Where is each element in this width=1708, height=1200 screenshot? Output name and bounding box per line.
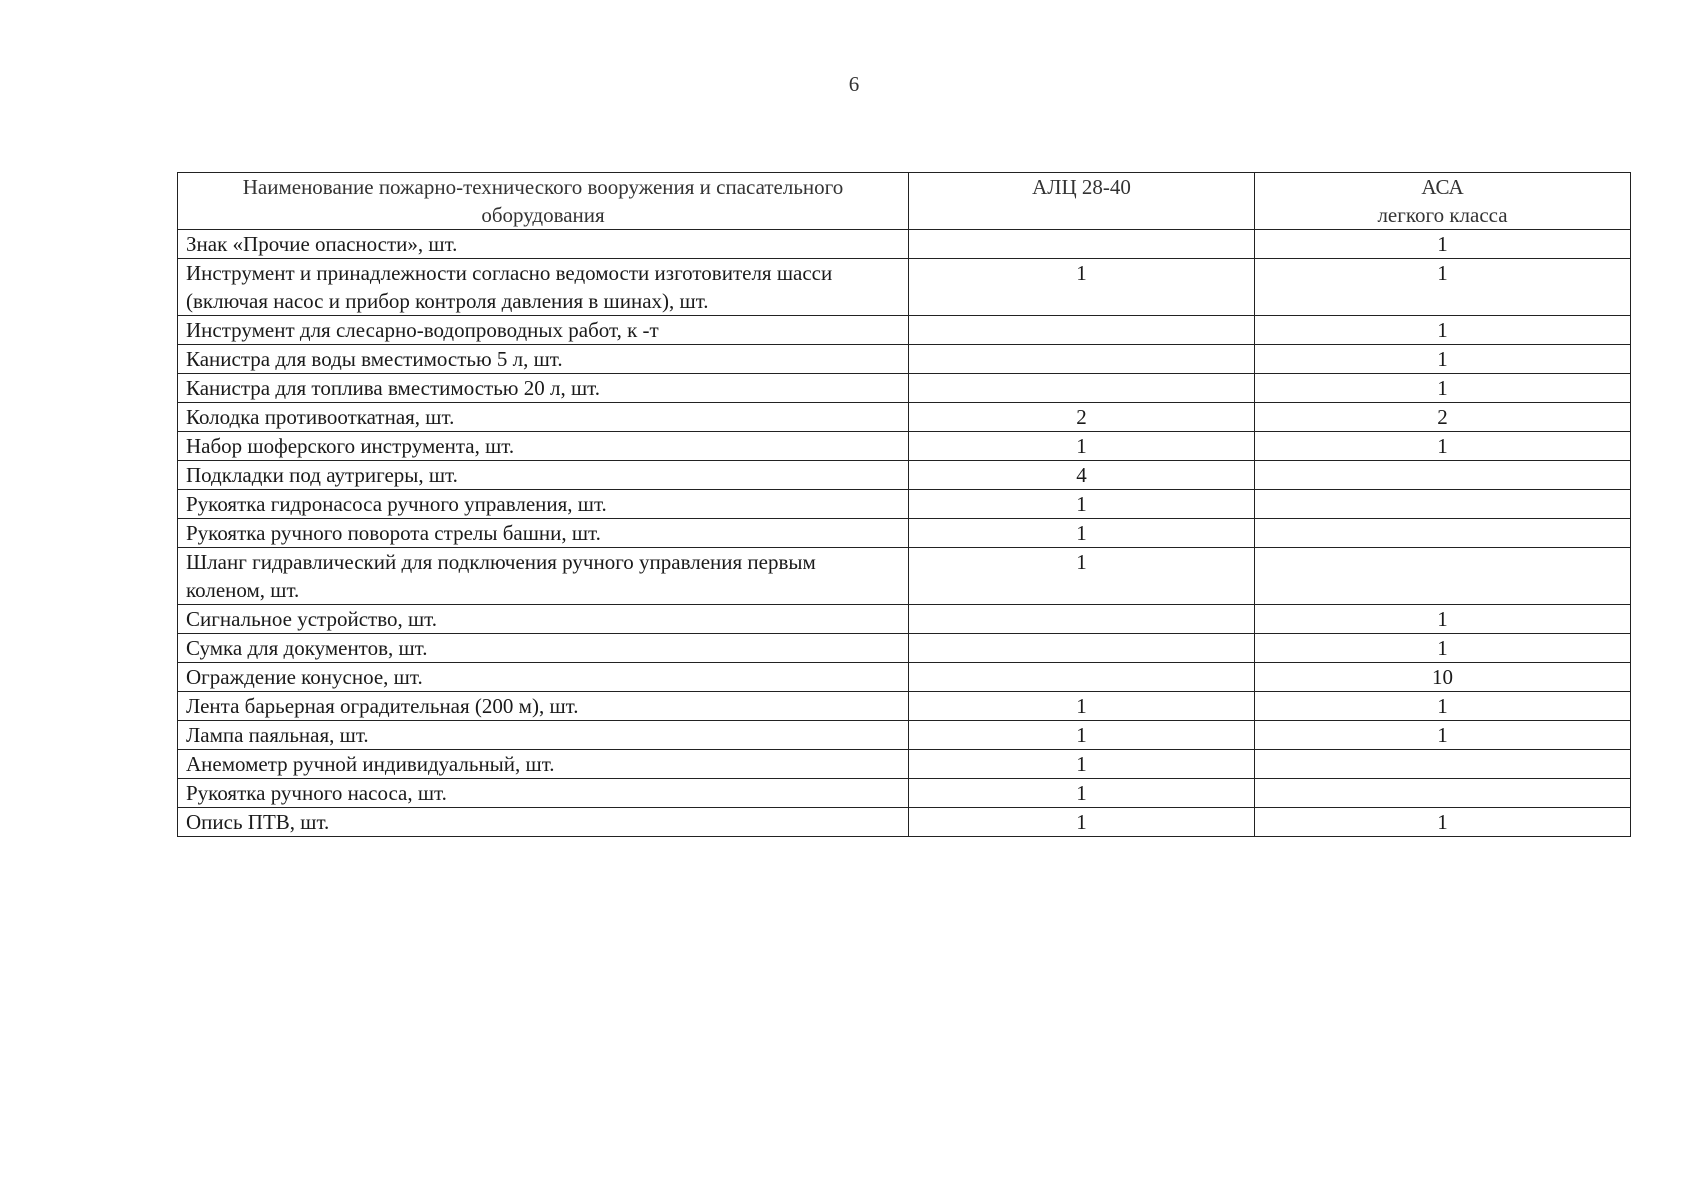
cell-alc: 1: [909, 519, 1255, 548]
cell-alc: 1: [909, 692, 1255, 721]
cell-alc: 1: [909, 721, 1255, 750]
table-row: [178, 259, 1631, 316]
cell-alc: [909, 663, 1255, 692]
cell-name: Рукоятка гидронасоса ручного управления, шт.: [178, 490, 909, 519]
cell-name: Сигнальное устройство, шт.: [178, 605, 909, 634]
cell-name: Колодка противооткатная, шт.: [178, 403, 909, 432]
cell-asa: 1: [1255, 345, 1631, 374]
table-row: [178, 634, 1631, 663]
cell-name: Лампа паяльная, шт.: [178, 721, 909, 750]
cell-asa: 10: [1255, 663, 1631, 692]
header-name: Наименование пожарно-технического вооружения и спасательного оборудования: [178, 173, 909, 230]
cell-alc: [909, 605, 1255, 634]
cell-name: Рукоятка ручного насоса, шт.: [178, 779, 909, 808]
header-asa: [1255, 173, 1631, 230]
cell-asa: [1255, 519, 1631, 548]
cell-asa: 1: [1255, 374, 1631, 403]
cell-alc: [909, 316, 1255, 345]
cell-name: Инструмент для слесарно-водопроводных работ, к -т: [178, 316, 909, 345]
cell-name: Сумка для документов, шт.: [178, 634, 909, 663]
cell-name: Опись ПТВ, шт.: [178, 808, 909, 837]
cell-name: Набор шоферского инструмента, шт.: [178, 432, 909, 461]
header-asa-line1: АСА: [1421, 175, 1464, 199]
table-row: [178, 692, 1631, 721]
cell-asa: [1255, 461, 1631, 490]
table-row: [178, 519, 1631, 548]
header-alc: АЛЦ 28-40: [909, 173, 1255, 230]
cell-asa: 1: [1255, 634, 1631, 663]
cell-alc: 1: [909, 750, 1255, 779]
cell-asa: [1255, 548, 1631, 605]
table-row: [178, 490, 1631, 519]
table-row: [178, 721, 1631, 750]
cell-alc: 1: [909, 259, 1255, 316]
cell-asa: 1: [1255, 692, 1631, 721]
table-row: [178, 808, 1631, 837]
table-header-row: [178, 173, 1631, 230]
cell-asa: 1: [1255, 432, 1631, 461]
table-row: [178, 345, 1631, 374]
cell-alc: 4: [909, 461, 1255, 490]
table-row: [178, 403, 1631, 432]
cell-name: Лента барьерная оградительная (200 м), шт.: [178, 692, 909, 721]
cell-alc: 2: [909, 403, 1255, 432]
cell-asa: 1: [1255, 721, 1631, 750]
table-row: [178, 663, 1631, 692]
table-row: [178, 316, 1631, 345]
table-row: [178, 230, 1631, 259]
cell-asa: 1: [1255, 230, 1631, 259]
table-row: [178, 374, 1631, 403]
cell-name: Анемометр ручной индивидуальный, шт.: [178, 750, 909, 779]
cell-name: Знак «Прочие опасности», шт.: [178, 230, 909, 259]
cell-alc: 1: [909, 779, 1255, 808]
cell-asa: 2: [1255, 403, 1631, 432]
page-number: 6: [848, 72, 860, 96]
cell-name: Подкладки под аутригеры, шт.: [178, 461, 909, 490]
cell-alc: [909, 374, 1255, 403]
cell-asa: [1255, 779, 1631, 808]
cell-name: Рукоятка ручного поворота стрелы башни, шт.: [178, 519, 909, 548]
cell-name: Канистра для воды вместимостью 5 л, шт.: [178, 345, 909, 374]
cell-asa: 1: [1255, 316, 1631, 345]
table-row: [178, 750, 1631, 779]
cell-asa: 1: [1255, 605, 1631, 634]
cell-alc: 1: [909, 432, 1255, 461]
table-row: [178, 605, 1631, 634]
cell-asa: [1255, 490, 1631, 519]
cell-asa: [1255, 750, 1631, 779]
cell-alc: 1: [909, 548, 1255, 605]
cell-alc: [909, 634, 1255, 663]
table-row: [178, 548, 1631, 605]
header-asa-line2: легкого класса: [1377, 203, 1508, 227]
cell-name: Канистра для топлива вместимостью 20 л, шт.: [178, 374, 909, 403]
cell-alc: [909, 230, 1255, 259]
cell-alc: [909, 345, 1255, 374]
cell-alc: 1: [909, 490, 1255, 519]
cell-asa: 1: [1255, 808, 1631, 837]
cell-name: Ограждение конусное, шт.: [178, 663, 909, 692]
cell-alc: 1: [909, 808, 1255, 837]
equipment-table: [177, 172, 1631, 837]
table-row: [178, 779, 1631, 808]
table-body: [178, 230, 1631, 837]
cell-name: Инструмент и принадлежности согласно ведомости изготовителя шасси (включая насос и прибор контроля давления в шинах), шт.: [178, 259, 909, 316]
cell-name: Шланг гидравлический для подключения ручного управления первым коленом, шт.: [178, 548, 909, 605]
table-row: [178, 432, 1631, 461]
cell-asa: 1: [1255, 259, 1631, 316]
table-row: [178, 461, 1631, 490]
